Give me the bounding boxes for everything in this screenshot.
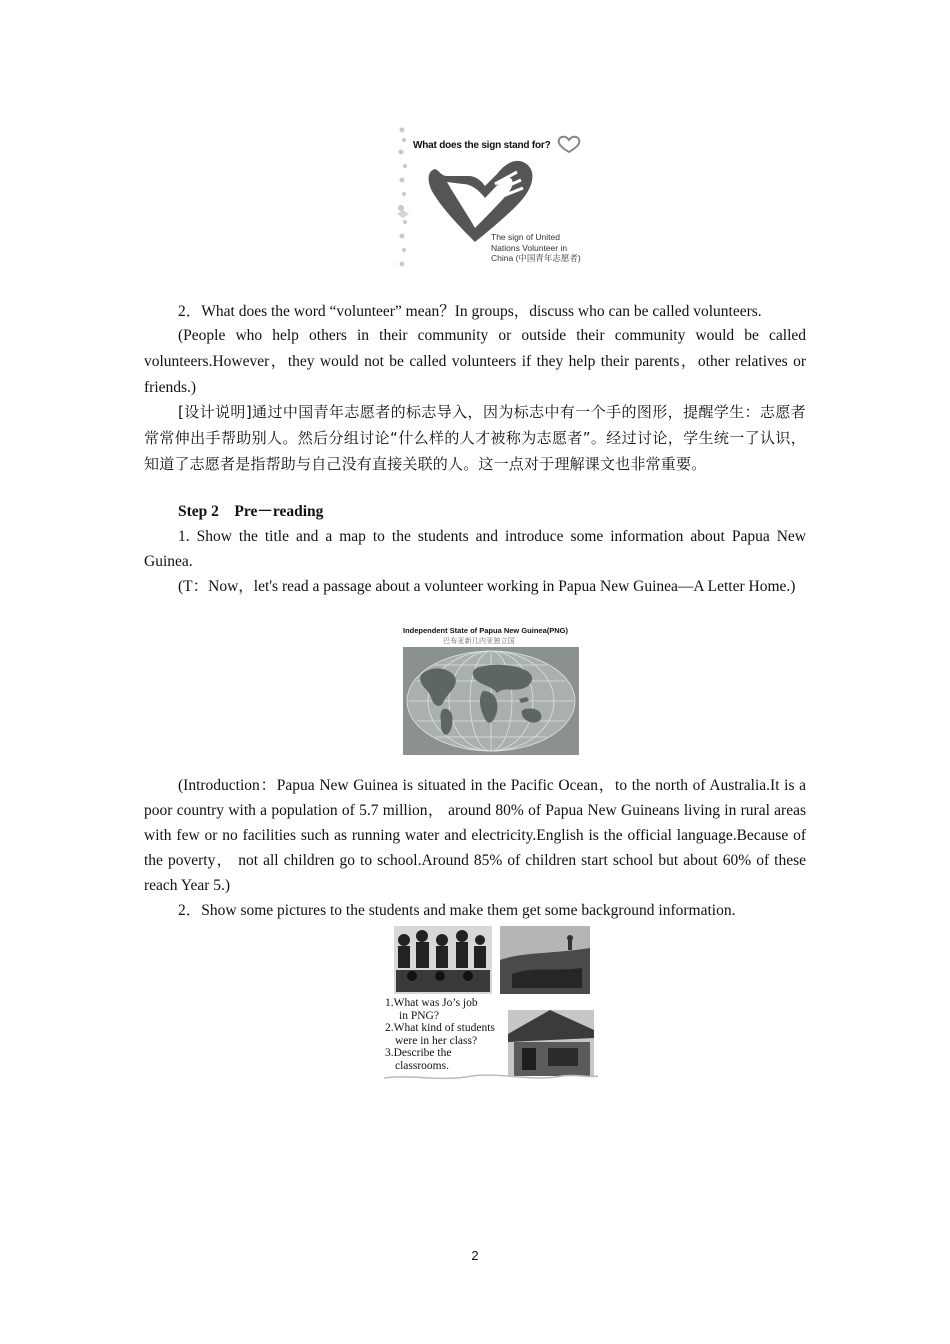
sign-caption xyxy=(491,232,581,264)
world-map-image xyxy=(403,647,579,755)
picture-question: 2.What kind of students xyxy=(385,1022,495,1034)
picture-question: in PNG? xyxy=(399,1009,439,1022)
step2-heading: Step 2 Pre－reading xyxy=(178,503,324,520)
sign-caption-line: The sign of United xyxy=(491,232,560,242)
sign-question: What does the sign stand for? xyxy=(413,140,551,151)
map-subtitle: 巴布亚新几内亚独立国 xyxy=(443,637,515,645)
paragraph-introduction: (Introduction：Papua New Guinea is situated in the Pacific Ocean，to the north of Australia.It is a poor country with a population of 5.7 million， around 80% of Papua New Guineans living in rural areas with few or no facilities such as running water and electricity.English is the official language.Because of the poverty， not all children go to school.Around 85% of children start school but about 60% of these reach Year 5.) xyxy=(144,777,806,894)
png-map-figure xyxy=(403,625,579,757)
picture-question: classrooms. xyxy=(395,1059,449,1072)
paragraph-answer: (People who help others in their community or outside their community would be called volunteers.However，they would not be called volunteers if they help their parents，other relatives or friends.) xyxy=(144,327,806,396)
paragraph-teacher-line: (T：Now，let's read a passage about a volunteer working in Papua New Guinea—A Letter Home.) xyxy=(178,578,796,595)
volunteer-sign-figure xyxy=(395,124,595,272)
page-number: 2 xyxy=(471,1248,479,1263)
paragraph-step2-2: 2．Show some pictures to the students and make them get some background information. xyxy=(178,902,736,919)
sign-caption-line: Nations Volunteer in xyxy=(491,242,568,253)
picture-question: 3.Describe the xyxy=(385,1047,452,1059)
sign-caption-line: China (中国青年志愿者) xyxy=(491,253,581,263)
picture-question: were in her class? xyxy=(395,1034,478,1047)
picture-questions xyxy=(385,997,495,1072)
paragraph-step2-1: 1. Show the title and a map to the students and introduce some information about Papua New Guinea. xyxy=(144,528,806,570)
map-title: Independent State of Papua New Guinea(PNG) xyxy=(403,626,569,635)
background-pictures-figure xyxy=(382,924,600,1084)
paragraph-question-2: 2．What does the word “volunteer” mean？In groups，discuss who can be called volunteers. xyxy=(178,303,762,320)
picture-question: 1.What was Jo’s job xyxy=(385,997,478,1009)
paragraph-design-note: [设计说明]通过中国青年志愿者的标志导入，因为标志中有一个手的图形，提醒学生：志愿者常常伸出手帮助别人。然后分组讨论“什么样的人才被称为志愿者”。经过讨论，学生统一了认识，知道了志愿者是指帮助与自己没有直接关联的人。这一点对于理解课文也非常重要。 xyxy=(144,403,806,473)
